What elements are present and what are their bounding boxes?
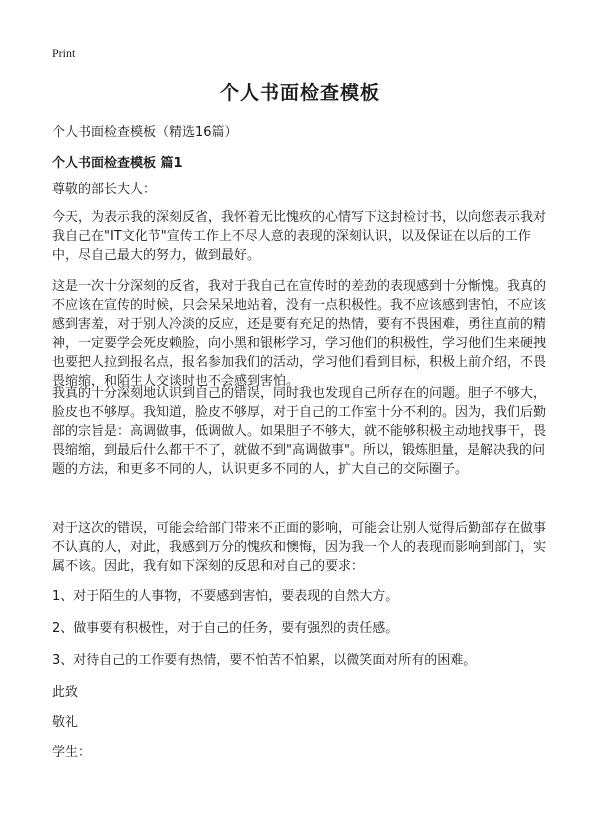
list-item-2: 2、做事要有积极性，对于自己的任务，要有强烈的责任感。	[52, 621, 399, 636]
salute-text: 敬礼	[52, 715, 79, 730]
print-link[interactable]: Print	[52, 46, 76, 60]
paragraph-2: 这是一次十分深刻的反省，我对于我自己在宣传时的差劲的表现感到十分惭愧。我真的不应该在宣传的时候，只会呆呆地站着，没有一点积极性。我不应该感到害怕，不应该感到害羞，对于别人冷淡的反应，还是要有充足的热情，要有不畏困难，勇往直前的精神，一定要学会死皮赖脸，向小黑和银彬学习，学习他们的积极性，学习他们生来硬拽也要把人拉到报名点，报名参加我们的活动，学习他们看到目标，积极上前介绍，不畏畏缩缩，和陌生人交谈时也不会感到害怕。	[52, 279, 547, 389]
signature-label: 学生：	[52, 745, 92, 760]
paragraph-3: 我真的十分深刻地认识到自己的错误，同时我也发现自己所存在的问题。胆子不够大，脸皮也不够厚。我知道，脸皮不够厚，对于自己的工作室十分不利的。因为，我们后勤部的宗旨是：高调做事，低调做人。如果胆子不够大，就不能够积极主动地找事干，畏畏缩缩，到最后什么都干不了，就做不到"高调做事"。所以，锻炼胆量，是解决我的问题的方法，和更多不同的人，认识更多不同的人，扩大自己的交际圈子。	[52, 386, 547, 477]
list-item-3: 3、对待自己的工作要有热情，要不怕苦不怕累，以微笑面对所有的困难。	[52, 653, 477, 668]
document-subtitle: 个人书面检查模板（精选16篇）	[52, 125, 238, 140]
page-title: 个人书面检查模板	[219, 82, 380, 104]
section-heading: 个人书面检查模板 篇1	[52, 156, 183, 171]
list-item-1: 1、对于陌生的人事物，不要感到害怕，要表现的自然大方。	[52, 589, 399, 604]
closing-text: 此致	[52, 685, 79, 700]
paragraph-1: 今天，为表示我的深刻反省，我怀着无比愧疚的心情写下这封检讨书，以向您表示我对我自己在"IT文化节"宣传工作上不尽人意的表现的深刻认识，以及保证在以后的工作中，尽自己最大的努力，做到最好。	[52, 210, 547, 263]
greeting-text: 尊敬的部长大人：	[52, 182, 157, 197]
paragraph-4: 对于这次的错误，可能会给部门带来不正面的影响，可能会让别人觉得后勤部存在做事不认真的人，对此，我感到万分的愧疚和懊悔，因为我一个人的表现而影响到部门，实属不该。因此，我有如下深刻的反思和对自己的要求：	[52, 521, 547, 574]
